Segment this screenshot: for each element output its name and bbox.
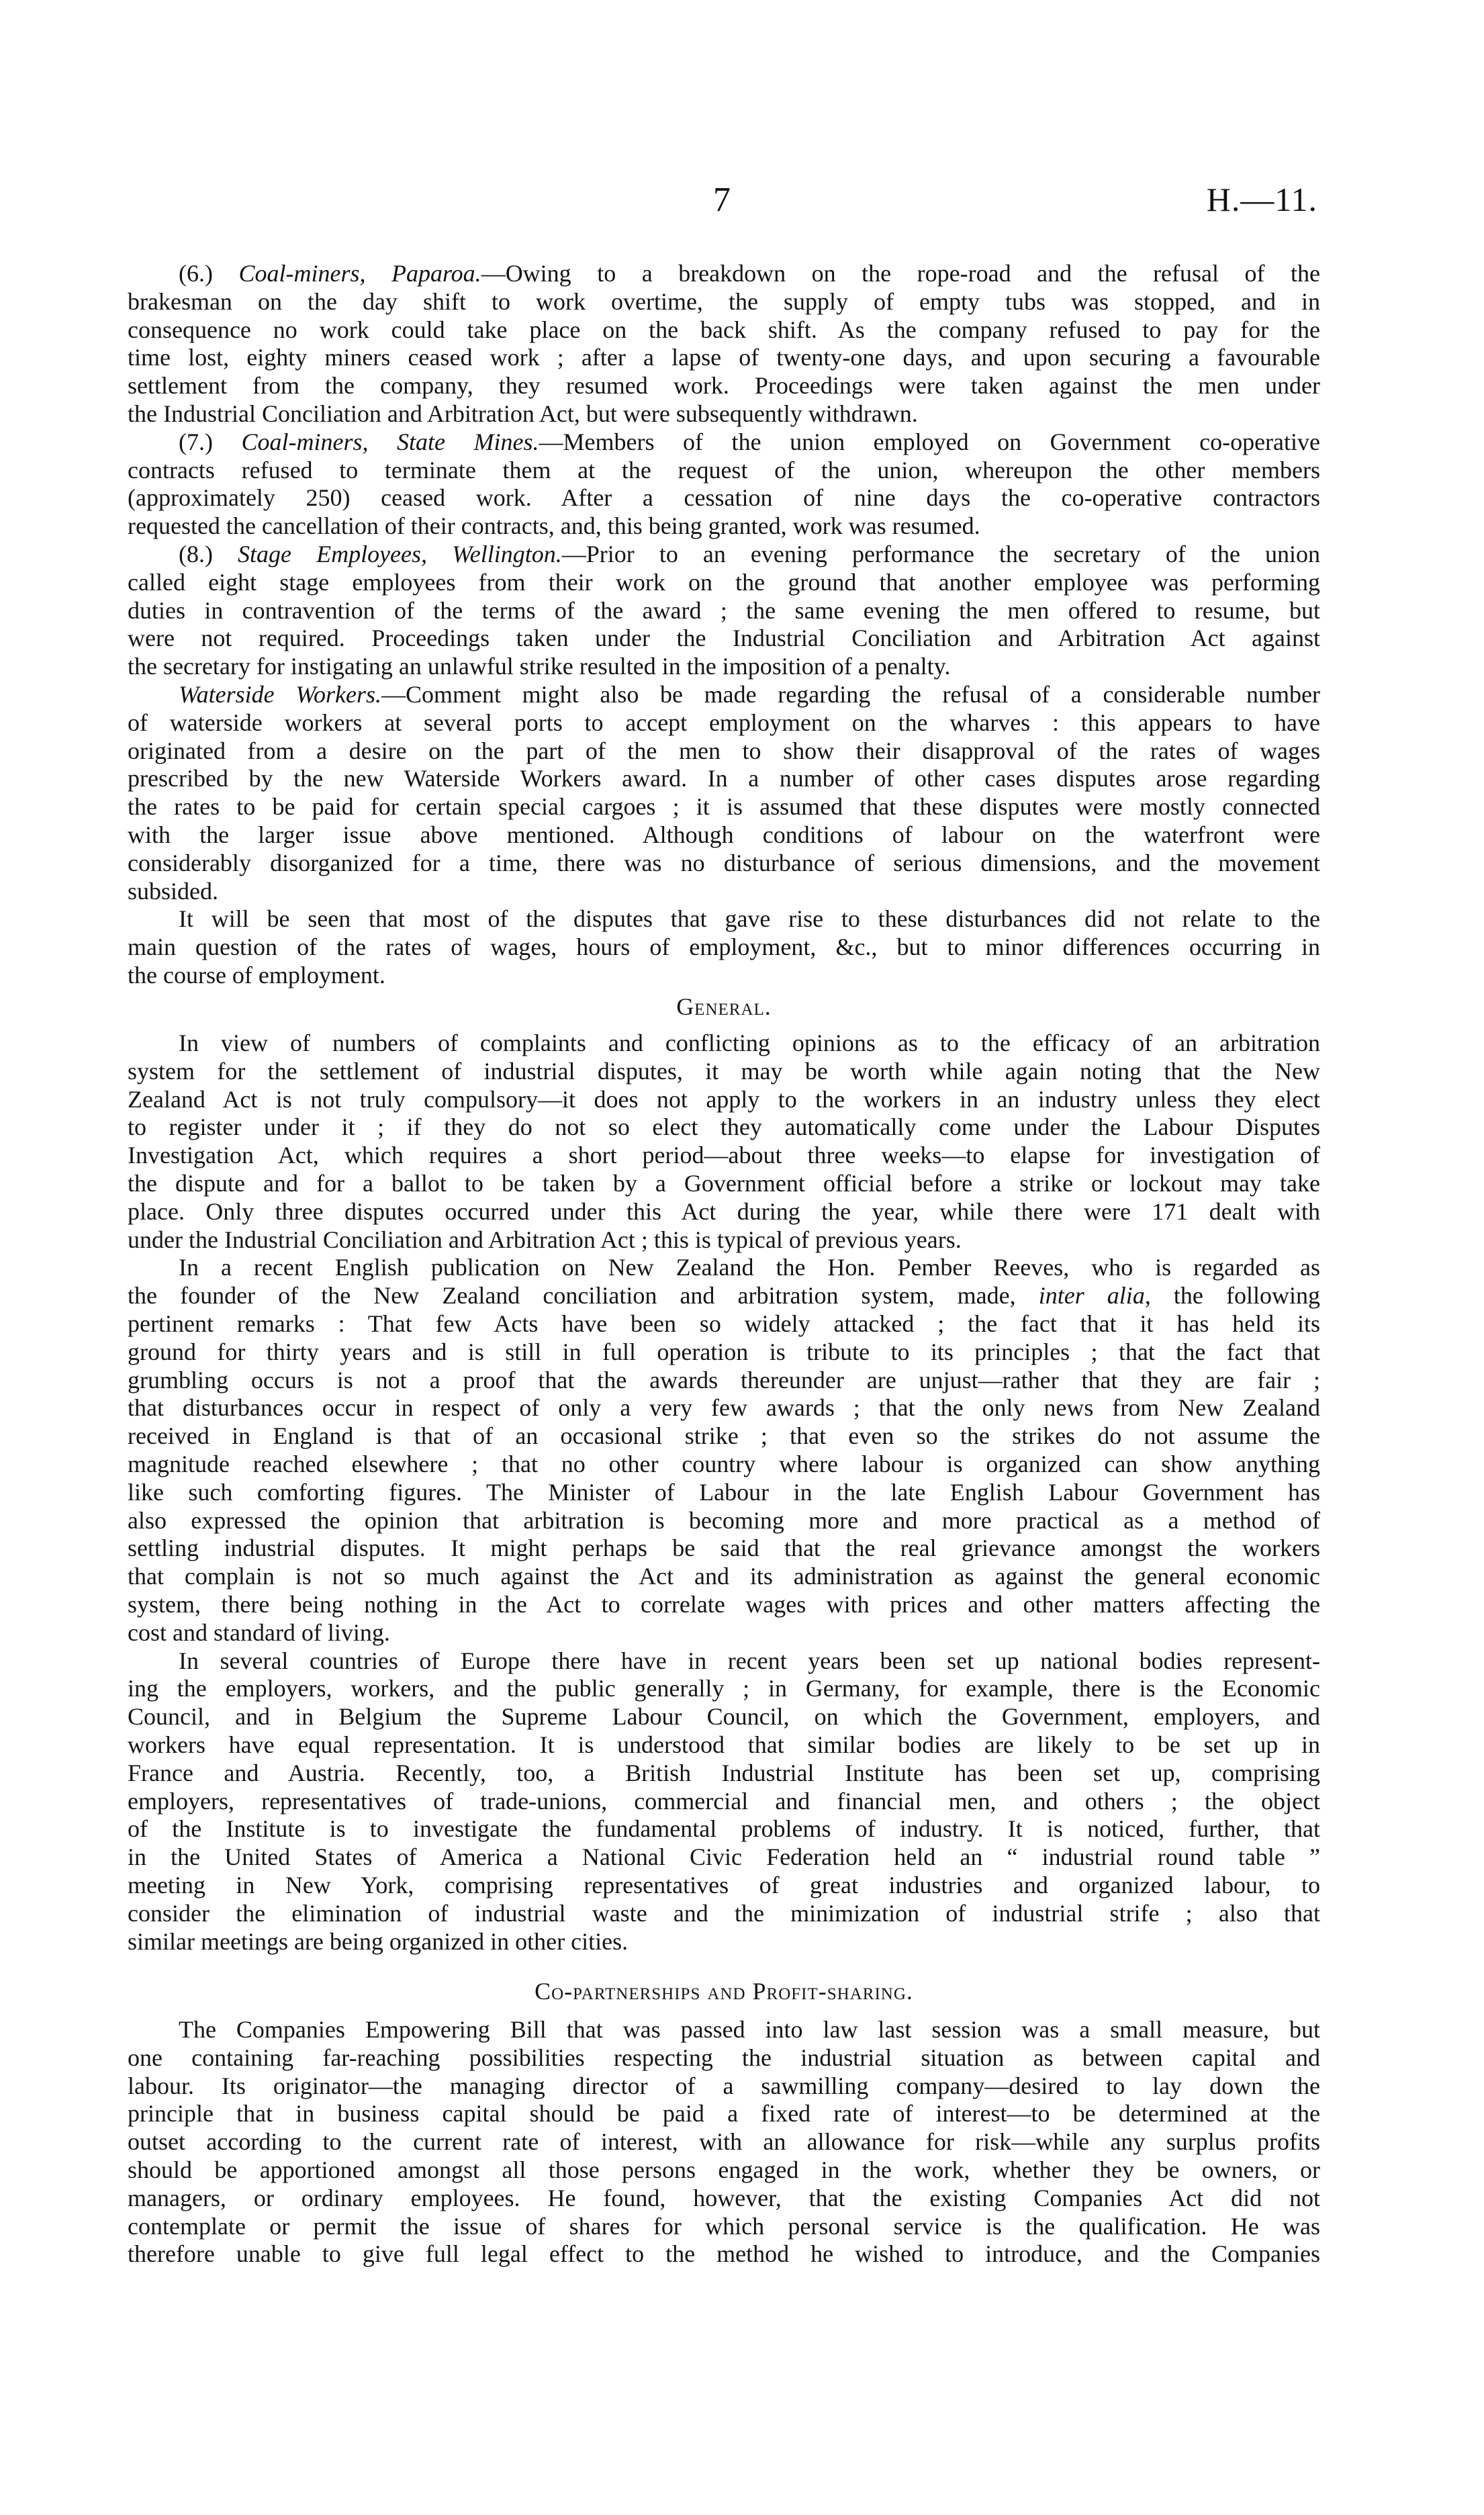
text-line: of waterside workers at several ports to accept employment on the wharves : this appears to have bbox=[128, 708, 1320, 736]
text-line: also expressed the opinion that arbitration is becoming more and more practical as a method of bbox=[128, 1506, 1320, 1534]
text-line: the rates to be paid for certain special cargoes ; it is assumed that these disputes were mostly connected bbox=[128, 793, 1320, 821]
text-line: settlement from the company, they resumed work. Proceedings were taken against the men under bbox=[128, 372, 1320, 400]
text-line: employers, representatives of trade-unions, commercial and financial men, and others ; the object bbox=[128, 1787, 1320, 1815]
paragraph bbox=[128, 428, 1320, 541]
text-line: one containing far-reaching possibilities respecting the industrial situation as between capital and bbox=[128, 2044, 1320, 2071]
text-line: managers, or ordinary employees. He found, however, that the existing Companies Act did not bbox=[128, 2184, 1320, 2211]
text-line: called eight stage employees from their work on the ground that another employee was performing bbox=[128, 568, 1320, 596]
text-line: that complain is not so much against the Act and its administration as against the general economic bbox=[128, 1563, 1320, 1590]
text-line: should be apportioned amongst all those persons engaged in the work, whether they be owners, or bbox=[128, 2156, 1320, 2183]
text-line bbox=[128, 260, 1320, 288]
text-line bbox=[128, 681, 1320, 709]
text-line: labour. Its originator—the managing director of a sawmilling company—desired to lay down the bbox=[128, 2072, 1320, 2099]
text-line: contracts refused to terminate them at the request of the union, whereupon the other members bbox=[128, 456, 1320, 484]
text-line: In several countries of Europe there have in recent years been set up national bodies represent- bbox=[179, 1647, 1320, 1674]
text-line: under the Industrial Conciliation and Arbitration Act ; this is typical of previous years. bbox=[128, 1226, 962, 1253]
italic-text: Stage Employees, Wellington. bbox=[238, 540, 562, 567]
text-line: main question of the rates of wages, hours of employment, &c., but to minor differences occurring in bbox=[128, 933, 1320, 961]
text-line: like such comforting figures. The Minister of Labour in the late English Labour Government has bbox=[128, 1478, 1320, 1506]
text-line: consequence no work could take place on the back shift. As the company refused to pay for the bbox=[128, 316, 1320, 343]
text-segment: , the following bbox=[1144, 1282, 1320, 1310]
text-line: the Industrial Conciliation and Arbitration Act, but were subsequently withdrawn. bbox=[128, 400, 918, 427]
text-line: outset according to the current rate of interest, with an allowance for risk—while any surplus profits bbox=[128, 2128, 1320, 2156]
italic-text: Waterside Workers. bbox=[179, 680, 382, 708]
text-line: with the larger issue above mentioned. Although conditions of labour on the waterfront were bbox=[128, 821, 1320, 848]
text-line: prescribed by the new Waterside Workers award. In a number of other cases disputes arose regarding bbox=[128, 765, 1320, 792]
paragraph bbox=[128, 1030, 1320, 1254]
text-segment: —Comment might also be made regarding the refusal of a considerable number bbox=[381, 680, 1320, 708]
text-line: in the United States of America a National Civic Federation held an “ industrial round table ” bbox=[128, 1843, 1320, 1871]
text-line: ground for thirty years and is still in full operation is tribute to its principles ; that the fact that bbox=[128, 1338, 1320, 1365]
text-segment: (7.) bbox=[179, 428, 242, 455]
text-segment: —Members of the union employed on Government co-operative bbox=[539, 428, 1320, 455]
text-segment: (6.) bbox=[179, 260, 239, 287]
heading-general: General. bbox=[676, 993, 772, 1020]
text-line: settling industrial disputes. It might perhaps be said that the real grievance amongst the workers bbox=[128, 1535, 1320, 1562]
text-line: brakesman on the day shift to work overtime, the supply of empty tubs was stopped, and in bbox=[128, 287, 1320, 315]
text-line: The Companies Empowering Bill that was passed into law last session was a small measure, but bbox=[179, 2016, 1320, 2043]
text-line bbox=[128, 1282, 1320, 1310]
text-line: place. Only three disputes occurred under this Act during the year, while there were 171 dealt with bbox=[128, 1197, 1320, 1225]
heading-co-partnerships: Co-partnerships and Profit-sharing. bbox=[535, 1978, 913, 2005]
section-general bbox=[128, 1030, 1320, 1956]
text-line: the course of employment. bbox=[128, 961, 385, 989]
text-line: Council, and in Belgium the Supreme Labour Council, on which the Government, employers, and bbox=[128, 1703, 1320, 1731]
text-segment: the founder of the New Zealand conciliation and arbitration system, made, bbox=[128, 1282, 1039, 1310]
text-line: magnitude reached elsewhere ; that no other country where labour is organized can show anything bbox=[128, 1450, 1320, 1477]
italic-text: inter alia bbox=[1038, 1282, 1145, 1310]
text-segment: (8.) bbox=[179, 540, 238, 567]
text-line: therefore unable to give full legal effect to the method he wished to introduce, and the Companies bbox=[128, 2240, 1320, 2268]
paragraph bbox=[128, 1254, 1320, 1647]
text-line: system, there being nothing in the Act to correlate wages with prices and other matters affecting the bbox=[128, 1590, 1320, 1618]
text-line: subsided. bbox=[128, 877, 218, 905]
text-line: In view of numbers of complaints and conflicting opinions as to the efficacy of an arbitration bbox=[179, 1030, 1320, 1056]
text-line: France and Austria. Recently, too, a British Industrial Institute has been set up, comprising bbox=[128, 1759, 1320, 1786]
text-line: that disturbances occur in respect of only a very few awards ; that the only news from New Zealand bbox=[128, 1394, 1320, 1422]
paragraph bbox=[128, 1647, 1320, 1956]
text-line: It will be seen that most of the disputes that gave rise to these disturbances did not relate to the bbox=[179, 905, 1320, 933]
text-segment: —Owing to a breakdown on the rope-road and the refusal of the bbox=[481, 260, 1321, 287]
paragraph bbox=[128, 541, 1320, 681]
italic-text: Coal-miners, Paparoa. bbox=[238, 260, 481, 287]
text-line: similar meetings are being organized in other cities. bbox=[128, 1927, 629, 1955]
text-line bbox=[128, 428, 1320, 457]
paragraph bbox=[128, 2016, 1320, 2269]
text-line: workers have equal representation. It is understood that similar bodies are likely to be set up in bbox=[128, 1731, 1320, 1758]
text-line: (approximately 250) ceased work. After a cessation of nine days the co-operative contractors bbox=[128, 484, 1320, 512]
text-line: were not required. Proceedings taken under the Industrial Conciliation and Arbitration Act against bbox=[128, 625, 1320, 652]
text-line: duties in contravention of the terms of the award ; the same evening the men offered to resume, but bbox=[128, 596, 1320, 624]
text-line: received in England is that of an occasional strike ; that even so the strikes do not assume the bbox=[128, 1422, 1320, 1450]
paragraph bbox=[128, 260, 1320, 428]
text-line: to register under it ; if they do not so elect they automatically come under the Labour Disputes bbox=[128, 1113, 1320, 1141]
text-line: cost and standard of living. bbox=[128, 1618, 390, 1646]
text-line: the dispute and for a ballot to be taken by a Government official before a strike or lockout may take bbox=[128, 1169, 1320, 1197]
text-line: principle that in business capital should be paid a fixed rate of interest—to be determined at the bbox=[128, 2100, 1320, 2128]
text-line: time lost, eighty miners ceased work ; after a lapse of twenty-one days, and upon securing a favourable bbox=[128, 344, 1320, 371]
text-line: grumbling occurs is not a proof that the awards thereunder are unjust—rather that they are fair ; bbox=[128, 1366, 1320, 1393]
page-number: 7 bbox=[713, 181, 731, 219]
document-reference: H.—11. bbox=[1206, 181, 1317, 218]
text-line: consider the elimination of industrial waste and the minimization of industrial strife ; also that bbox=[128, 1899, 1320, 1927]
text-line: originated from a desire on the part of the men to show their disapproval of the rates of wages bbox=[128, 737, 1320, 764]
text-segment: —Prior to an evening performance the secretary of the union bbox=[561, 540, 1320, 567]
text-line: ing the employers, workers, and the public generally ; in Germany, for example, there is the Economic bbox=[128, 1675, 1320, 1702]
paragraph bbox=[128, 905, 1320, 989]
text-line: requested the cancellation of their contracts, and, this being granted, work was resumed. bbox=[128, 512, 980, 540]
text-line: meeting in New York, comprising representatives of great industries and organized labour, to bbox=[128, 1871, 1320, 1899]
section-disputes bbox=[128, 260, 1320, 990]
text-line: the secretary for instigating an unlawful strike resulted in the imposition of a penalty. bbox=[128, 653, 951, 680]
text-line: Zealand Act is not truly compulsory—it does not apply to the workers in an industry unless they elect bbox=[128, 1085, 1320, 1113]
section-co-partnerships bbox=[128, 2016, 1320, 2269]
text-line: In a recent English publication on New Zealand the Hon. Pember Reeves, who is regarded as bbox=[179, 1254, 1320, 1281]
italic-text: Coal-miners, State Mines. bbox=[241, 428, 539, 455]
paragraph bbox=[128, 681, 1320, 905]
text-line: considerably disorganized for a time, there was no disturbance of serious dimensions, and the movement bbox=[128, 849, 1320, 876]
text-line: pertinent remarks : That few Acts have been so widely attacked ; the fact that it has held its bbox=[128, 1310, 1320, 1337]
text-line: contemplate or permit the issue of shares for which personal service is the qualification. He was bbox=[128, 2212, 1320, 2240]
text-line: Investigation Act, which requires a short period—about three weeks—to elapse for investigation of bbox=[128, 1142, 1320, 1169]
text-line: of the Institute is to investigate the fundamental problems of industry. It is noticed, further, that bbox=[128, 1815, 1320, 1843]
text-line: system for the settlement of industrial disputes, it may be worth while again noting that the New bbox=[128, 1057, 1320, 1085]
text-line bbox=[128, 541, 1320, 569]
